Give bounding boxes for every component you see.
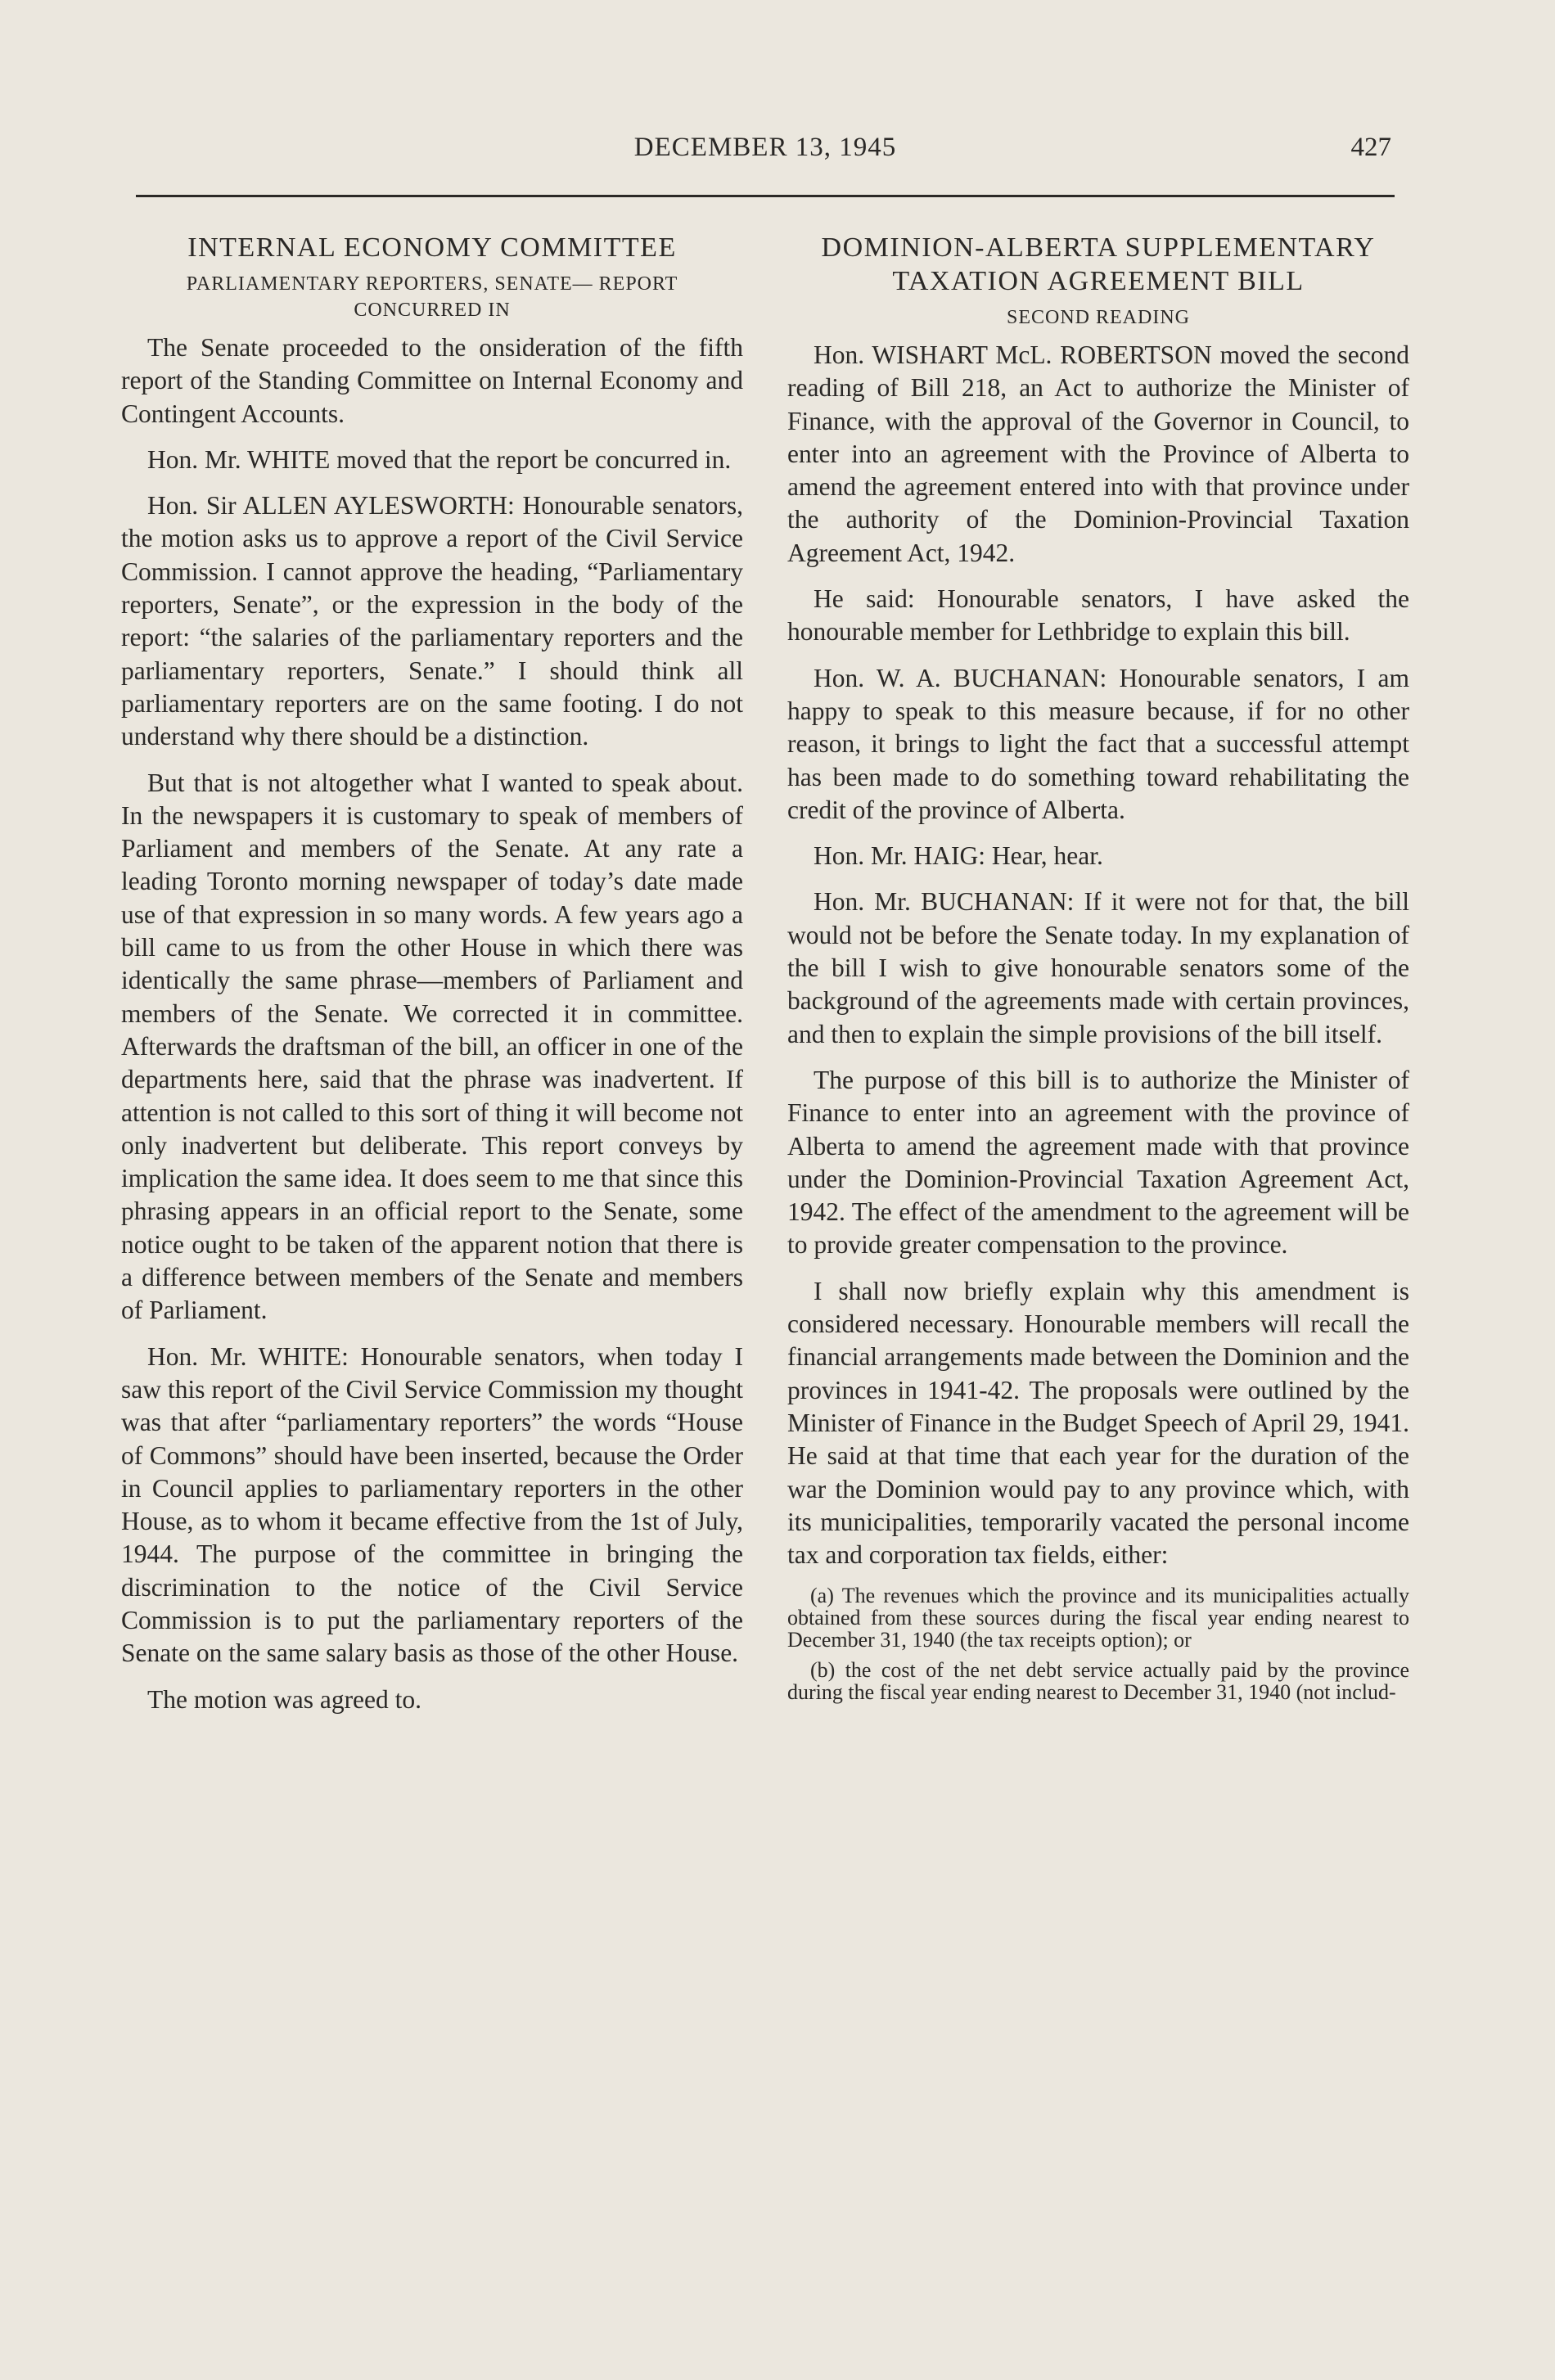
quoted-item: (a) The revenues which the province and its municipalities actually obtained from these sources during the fiscal year ending nearest to December 31, 1940 (the tax receipts option); or xyxy=(787,1584,1409,1652)
quoted-item: (b) the cost of the net debt service actually paid by the province during the fiscal year ending nearest to December 31, 1940 (not includ- xyxy=(787,1658,1409,1705)
section-title-internal-economy: INTERNAL ECONOMY COMMITTEE xyxy=(187,232,677,263)
header-rule xyxy=(136,195,1395,197)
page-number: 427 xyxy=(1350,133,1391,162)
section-subtitle-parliamentary-reporters: PARLIAMENTARY REPORTERS, SENATE— REPORT CONCURRED IN xyxy=(186,273,678,321)
left-column xyxy=(121,231,743,1729)
section-subtitle-second-reading: SECOND READING xyxy=(1007,307,1190,328)
right-column xyxy=(787,231,1409,1711)
paragraph: The Senate proceeded to the onsideration of the fifth report of the Standing Committee on Internal Economy and Contingent Accounts. xyxy=(121,333,743,428)
paragraph: Hon. Sir ALLEN AYLESWORTH: Honourable senators, the motion asks us to approve a report of the Civil Service Commission. I cannot approve the heading, “Parliamentary reporters, Senate”, or the expression in the body of the report: “the salaries of the parliamentary reporters and the parliamentary reporters, Senate.” I should think all parliamentary reporters are on the same footing. I do not understand why there should be a distinction. xyxy=(121,491,743,751)
paragraph: Hon. Mr. WHITE: Honourable senators, when today I saw this report of the Civil Service Commission my thought was that after “parliamentary reporters” the words “House of Commons” should have been inserted, because the Order in Council applies to parliamentary reporters in the other House, as to whom it became effective from the 1st of July, 1944. The purpose of the committee in bringing the discrimination to the notice of the Civil Service Commission is to put the parliamentary reporters of the Senate on the same salary basis as those of the other House. xyxy=(121,1341,743,1668)
paragraph: He said: Honourable senators, I have asked the honourable member for Lethbridge to explain this bill. xyxy=(787,584,1409,647)
paragraph: Hon. Mr. WHITE moved that the report be concurred in. xyxy=(147,444,732,474)
paragraph: The motion was agreed to. xyxy=(147,1684,422,1714)
paragraph: Hon. W. A. BUCHANAN: Honourable senators, I am happy to speak to this measure because, if for no other reason, it brings to light the fact that a successful attempt has been made to do something toward rehabilitating the credit of the province of Alberta. xyxy=(787,663,1409,824)
paragraph: But that is not altogether what I wanted to speak about. In the newspapers it is customary to speak of members of Parliament and members of the Senate. At any rate a leading Toronto morning newspaper of today’s date made use of that expression in so many words. A few years ago a bill came to us from the other House in which there was identically the same phrase—members of Parliament and members of the Senate. We corrected it in committee. Afterwards the draftsman of the bill, an officer in one of the departments here, said that the phrase was inadvertent. If attention is not called to this sort of thing it will become not only inadvertent but deliberate. This report conveys by implication the same idea. It does seem to me that since this phrasing appears in an official report to the Senate, some notice ought to be taken of the apparent notion that there is a difference between members of the Senate and members of Parliament. xyxy=(121,768,743,1325)
paragraph: I shall now briefly explain why this amendment is considered necessary. Honourable members will recall the financial arrangements made between the Dominion and the provinces in 1941-42. The proposals were outlined by the Minister of Finance in the Budget Speech of April 29, 1941. He said at that time that each year for the duration of the war the Dominion would pay to any province which, with its municipalities, temporarily vacated the personal income tax and corporation tax fields, either: xyxy=(787,1276,1409,1570)
paragraph: Hon. WISHART McL. ROBERTSON moved the second reading of Bill 218, an Act to authorize the Minister of Finance, with the approval of the Governor in Council, to enter into an agreement with the Province of Alberta to amend the agreement entered into with that province under the authority of the Dominion-Provincial Taxation Agreement Act, 1942. xyxy=(787,340,1409,567)
paragraph: The purpose of this bill is to authorize the Minister of Finance to enter into an agreement with the province of Alberta to amend the agreement made with that province under the Dominion-Provincial Taxation Agreement Act, 1942. The effect of the amendment to the agreement will be to provide greater compensation to the province. xyxy=(787,1065,1409,1260)
section-title-dominion-alberta: DOMINION-ALBERTA SUPPLEMENTARY TAXATION AGREEMENT BILL xyxy=(821,232,1376,296)
paragraph: Hon. Mr. HAIG: Hear, hear. xyxy=(814,841,1103,871)
header-date: DECEMBER 13, 1945 xyxy=(633,133,897,162)
paragraph: Hon. Mr. BUCHANAN: If it were not for that, the bill would not be before the Senate today. In my explanation of the bill I wish to give honourable senators some of the background of the agreements made with certain provinces, and then to explain the simple provisions of the bill itself. xyxy=(787,887,1409,1048)
page-header xyxy=(139,133,1391,175)
